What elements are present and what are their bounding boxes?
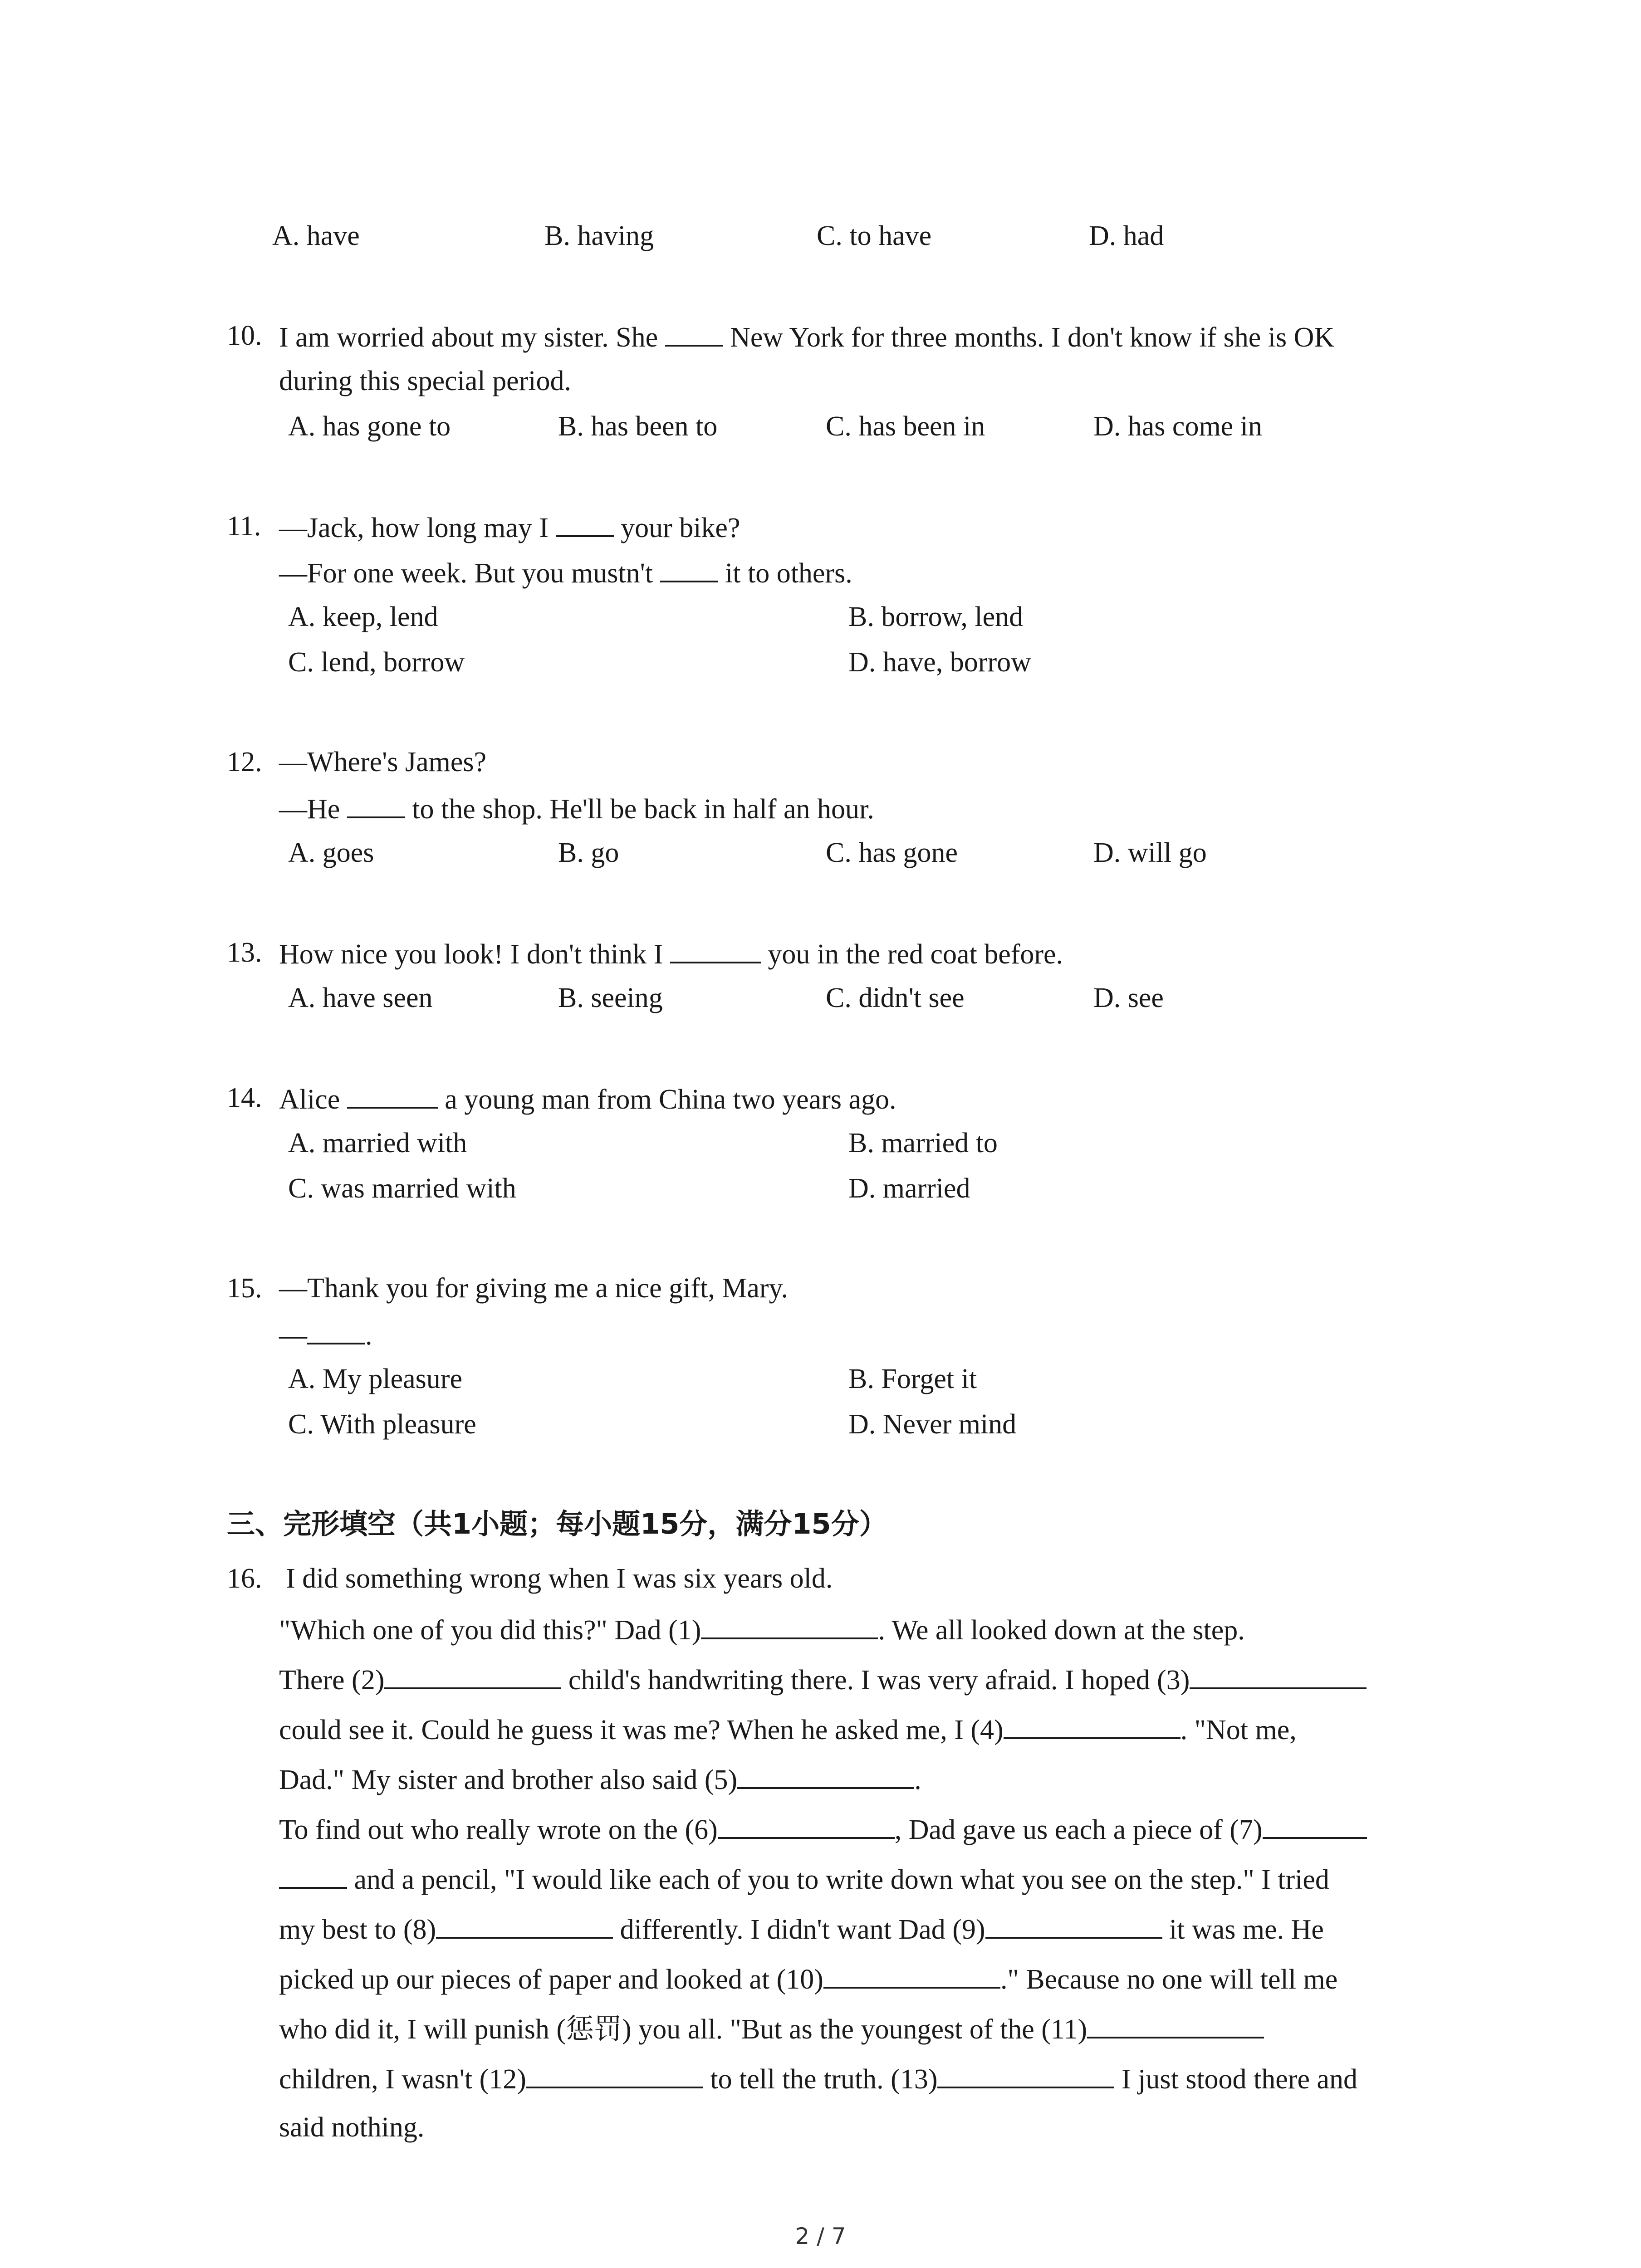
q12-stem-line2: —He to the shop. He'll be back in half an hour.	[279, 789, 874, 827]
q16-line-3: There (2) child's handwriting there. I was very afraid. I hoped (3)	[279, 1660, 1367, 1698]
q13-option-c: C. didn't see	[826, 982, 965, 1013]
q14-option-b: B. married to	[848, 1128, 998, 1158]
q16-line-10: who did it, I will punish (惩罚) you all. "But as the youngest of the (11)	[279, 2009, 1264, 2048]
q14-number: 14.	[227, 1082, 262, 1113]
q15-stem-line1: —Thank you for giving me a nice gift, Mary.	[279, 1273, 789, 1304]
q16-blank-1	[701, 1610, 878, 1639]
q9-option-d: D. had	[1089, 220, 1164, 251]
q9-option-a: A. have	[272, 220, 360, 251]
q16-line-2: "Which one of you did this?" Dad (1) . We all looked down at the step.	[279, 1610, 1245, 1648]
q12-option-a: A. goes	[288, 837, 374, 868]
q16-blank-2	[384, 1660, 561, 1689]
section-heading-cloze: 三、完形填空（共1小题；每小题15分，满分15分）	[227, 1507, 887, 1540]
q11-stem-line1: —Jack, how long may I your bike?	[279, 508, 740, 546]
page-number: 2 / 7	[795, 2223, 846, 2249]
q16-line-12: said nothing.	[279, 2112, 425, 2143]
q16-blank-6	[718, 1810, 895, 1839]
q16-line-9: picked up our pieces of paper and looked at (10) ." Because no one will tell me	[279, 1960, 1337, 1998]
q12-option-d: D. will go	[1093, 837, 1207, 868]
q15-option-d: D. Never mind	[848, 1409, 1017, 1440]
q11-option-c: C. lend, borrow	[288, 647, 465, 678]
q10-option-c: C. has been in	[826, 411, 985, 442]
q16-blank-3	[1190, 1660, 1367, 1689]
q16-number: 16.	[227, 1563, 262, 1594]
q11-option-a: A. keep, lend	[288, 601, 438, 632]
q13-option-a: A. have seen	[288, 982, 433, 1013]
q15-number: 15.	[227, 1273, 262, 1304]
q10-option-a: A. has gone to	[288, 411, 451, 442]
q12-stem-line1: —Where's James?	[279, 747, 487, 777]
q16-line-5: Dad." My sister and brother also said (5) .	[279, 1760, 921, 1798]
q16-blank-9	[985, 1910, 1162, 1939]
q10-blank	[665, 318, 723, 347]
q16-line-11: children, I wasn't (12) to tell the truth. (13) I just stood there and	[279, 2059, 1357, 2097]
q16-blank-8	[436, 1910, 613, 1939]
q16-line-6: To find out who really wrote on the (6) , Dad gave us each a piece of (7)	[279, 1810, 1367, 1848]
q15-stem-line2: — .	[279, 1315, 372, 1354]
q11-option-d: D. have, borrow	[848, 647, 1031, 678]
q12-number: 12.	[227, 747, 262, 777]
q16-blank-10	[823, 1960, 1000, 1989]
q14-option-a: A. married with	[288, 1128, 467, 1158]
q13-option-d: D. see	[1093, 982, 1164, 1013]
q11-blank-1	[556, 508, 614, 537]
q9-option-b: B. having	[544, 220, 654, 251]
q12-option-b: B. go	[558, 837, 619, 868]
q11-blank-2	[660, 553, 718, 582]
q16-blank-7a	[1263, 1810, 1367, 1839]
q16-blank-11	[1087, 2009, 1264, 2038]
q10-option-d: D. has come in	[1093, 411, 1262, 442]
q10-stem-line1: I am worried about my sister. She New York for three months. I don't know if she is OK	[279, 318, 1334, 356]
q16-blank-4	[1004, 1710, 1181, 1739]
q16-blank-13	[937, 2059, 1114, 2088]
q12-blank	[347, 789, 405, 818]
q11-number: 11.	[227, 511, 261, 542]
q13-option-b: B. seeing	[558, 982, 663, 1013]
q10-stem-line2: during this special period.	[279, 366, 571, 396]
q16-blank-5	[737, 1760, 914, 1789]
q9-option-c: C. to have	[817, 220, 932, 251]
q16-line-4: could see it. Could he guess it was me? When he asked me, I (4) . "Not me,	[279, 1710, 1297, 1748]
q16-line-7: and a pencil, "I would like each of you to write down what you see on the step." I tried	[279, 1860, 1329, 1898]
q13-stem-line1: How nice you look! I don't think I you in the red coat before.	[279, 934, 1063, 973]
q13-blank	[670, 934, 761, 963]
q10-number: 10.	[227, 320, 262, 351]
q15-option-a: A. My pleasure	[288, 1364, 462, 1394]
q16-blank-12	[526, 2059, 703, 2088]
q15-blank	[307, 1315, 365, 1344]
q16-blank-7b	[279, 1860, 347, 1889]
q14-option-d: D. married	[848, 1173, 970, 1204]
q15-option-b: B. Forget it	[848, 1364, 977, 1394]
q10-option-b: B. has been to	[558, 411, 718, 442]
q14-option-c: C. was married with	[288, 1173, 516, 1204]
q12-option-c: C. has gone	[826, 837, 958, 868]
q15-option-c: C. With pleasure	[288, 1409, 476, 1440]
q14-blank	[347, 1080, 438, 1109]
q16-line-8: my best to (8) differently. I didn't want Dad (9) it was me. He	[279, 1910, 1324, 1948]
q11-option-b: B. borrow, lend	[848, 601, 1024, 632]
q13-number: 13.	[227, 937, 262, 968]
q11-stem-line2: —For one week. But you mustn't it to others.	[279, 553, 852, 591]
q14-stem-line1: Alice a young man from China two years ago.	[279, 1080, 896, 1118]
q16-line-1: I did something wrong when I was six years old.	[286, 1563, 833, 1594]
